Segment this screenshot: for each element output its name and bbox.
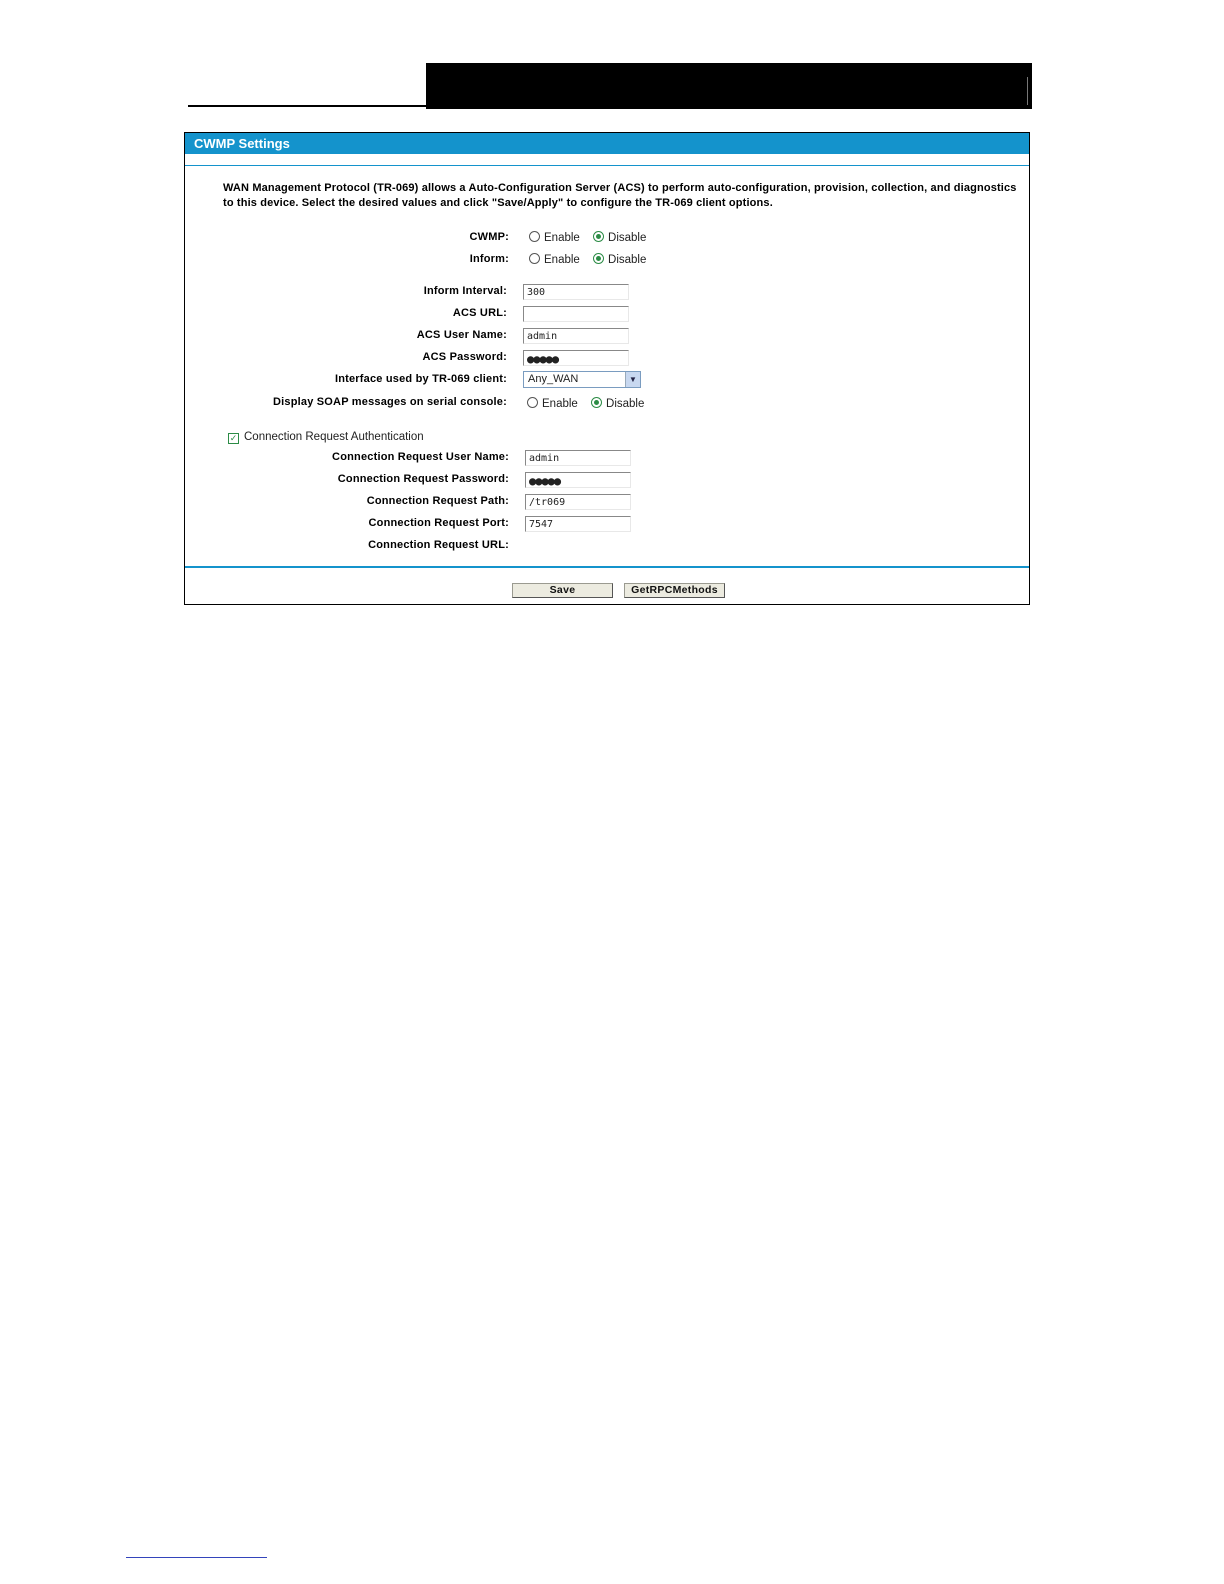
conn-port-input[interactable]: 7547 <box>525 516 631 532</box>
intro-text: WAN Management Protocol (TR-069) allows a Auto-Configuration Server (ACS) to perform auto-configuration, provision, collection, and diagnostics to this device. Select the desired values and click "Save/Apply" to configure the TR-069 client options. <box>223 182 1017 209</box>
conn-user-label: Connection Request User Name: <box>332 451 509 463</box>
save-button[interactable]: Save <box>512 583 613 598</box>
divider-bottom <box>185 566 1029 568</box>
acs-url-input[interactable] <box>523 306 629 322</box>
checkbox-checked-icon[interactable]: ✓ <box>229 433 238 443</box>
conn-port-label: Connection Request Port: <box>368 517 509 529</box>
inform-radio-group <box>529 253 646 266</box>
conn-user-input[interactable]: admin <box>525 450 631 466</box>
cwmp-label: CWMP: <box>469 231 509 243</box>
cwmp-enable-radio[interactable]: Enable <box>529 232 580 244</box>
radio-icon <box>527 397 538 408</box>
conn-password-label: Connection Request Password: <box>337 473 509 485</box>
cwmp-settings-panel <box>184 132 1030 605</box>
conn-url-label: Connection Request URL: <box>368 539 509 551</box>
radio-icon <box>529 231 540 242</box>
soap-label: Display SOAP messages on serial console: <box>272 396 507 408</box>
interface-select[interactable] <box>523 371 641 388</box>
cwmp-radio-group <box>529 231 646 244</box>
conn-auth-label: Connection Request Authentication <box>244 431 424 443</box>
header-bar-edge <box>1027 77 1028 105</box>
soap-radio-group <box>527 397 644 410</box>
soap-disable-radio[interactable]: Disable <box>591 398 644 410</box>
chevron-down-icon[interactable]: ▼ <box>625 372 640 387</box>
inform-interval-input[interactable]: 300 <box>523 284 629 300</box>
inform-enable-radio[interactable]: Enable <box>529 254 580 266</box>
conn-password-input[interactable]: ●●●●● <box>525 472 631 488</box>
acs-user-label: ACS User Name: <box>416 329 507 341</box>
radio-selected-icon <box>593 231 604 242</box>
inform-label: Inform: <box>469 253 509 265</box>
radio-icon <box>529 253 540 264</box>
interface-select-value: Any_WAN <box>528 373 579 385</box>
inform-disable-radio[interactable]: Disable <box>593 254 646 266</box>
soap-enable-radio[interactable]: Enable <box>527 398 578 410</box>
acs-url-label: ACS URL: <box>452 307 507 319</box>
conn-auth-checkbox-row[interactable] <box>228 431 424 444</box>
conn-path-input[interactable]: /tr069 <box>525 494 631 510</box>
radio-selected-icon <box>593 253 604 264</box>
conn-path-label: Connection Request Path: <box>366 495 509 507</box>
get-rpc-methods-button[interactable]: GetRPCMethods <box>624 583 725 598</box>
divider-top <box>185 165 1029 166</box>
footer-link-underline <box>126 1557 267 1558</box>
acs-user-input[interactable]: admin <box>523 328 629 344</box>
cwmp-disable-radio[interactable]: Disable <box>593 232 646 244</box>
interface-label: Interface used by TR-069 client: <box>334 373 507 385</box>
header-bar <box>426 63 1032 109</box>
panel-title: CWMP Settings <box>185 133 1029 154</box>
inform-interval-label: Inform Interval: <box>423 285 507 297</box>
acs-password-label: ACS Password: <box>422 351 507 363</box>
acs-password-input[interactable]: ●●●●● <box>523 350 629 366</box>
header-rule <box>188 105 428 107</box>
radio-selected-icon <box>591 397 602 408</box>
